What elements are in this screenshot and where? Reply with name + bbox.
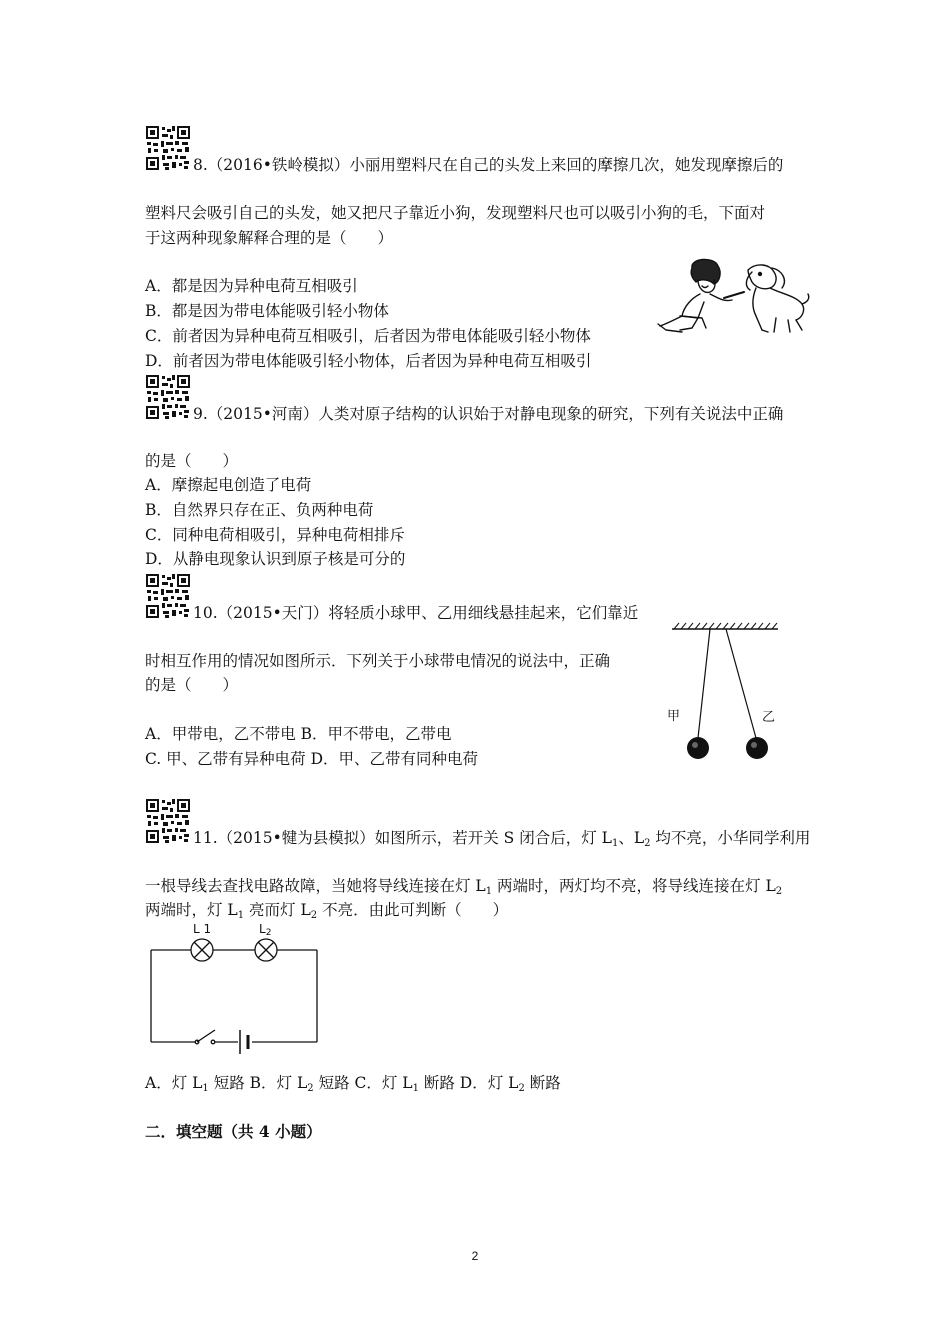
page-number: 2: [471, 1249, 479, 1263]
hanging-balls-figure: [662, 620, 787, 765]
q8-stem-line-3: 于这两种现象解释合理的是（ ）: [145, 229, 394, 247]
q8-option-b: B．都是因为带电体能吸引轻小物体: [145, 302, 389, 320]
q10-stem-line-3: 的是（ ）: [145, 676, 239, 694]
circuit-diagram: [145, 920, 325, 1060]
qr-code-icon: [145, 798, 191, 844]
q10-options-row-1: A．甲带电，乙不带电 B．甲不带电，乙带电: [145, 725, 452, 743]
label-jia: 甲: [667, 709, 681, 724]
q9-option-a: A．摩擦起电创造了电荷: [145, 476, 312, 494]
q8-option-a: A．都是因为异种电荷互相吸引: [145, 277, 358, 295]
lamp-l2-label: L2: [259, 922, 272, 938]
q9-stem-line-2: 的是（ ）: [145, 452, 239, 470]
q11-stem-line-2: 一根导线去查找电路故障，当她将导线连接在灯 $L_1$ 两端时，两灯均不亮，将导线连接在灯 $L_2$: [145, 877, 783, 897]
section-2-heading: 二．填空题（共 4 小题）: [145, 1122, 322, 1141]
q8-option-d: D．前者因为带电体能吸引轻小物体，后者因为异种电荷互相吸引: [145, 352, 592, 370]
girl-and-dog-illustration: [652, 258, 812, 336]
q8-option-c: C．前者因为异种电荷互相吸引，后者因为带电体能吸引轻小物体: [145, 327, 591, 345]
q11-stem-line-1: 11.（2015•犍为县模拟）如图所示，若开关 S 闭合后，灯 $L_1$、$L_2$ 均不亮，小华同学利用: [193, 829, 811, 849]
label-yi: 乙: [762, 710, 776, 725]
qr-code-icon: [145, 125, 191, 171]
q10-stem-line-1: 10.（2015•天门）将轻质小球甲、乙用细线悬挂起来，它们靠近: [193, 604, 639, 622]
q9-option-c: C．同种电荷相吸引，异种电荷相排斥: [145, 526, 405, 544]
q9-stem-line-1: 9.（2015•河南）人类对原子结构的认识始于对静电现象的研究，下列有关说法中正确: [193, 405, 784, 423]
qr-code-icon: [145, 573, 191, 619]
q9-option-d: D．从静电现象认识到原子核是可分的: [145, 550, 406, 568]
q9-option-b: B．自然界只存在正、负两种电荷: [145, 501, 374, 519]
qr-code-icon: [145, 374, 191, 420]
q8-stem-line-1: 8.（2016•铁岭模拟）小丽用塑料尺在自己的头发上来回的摩擦几次，她发现摩擦后的: [193, 156, 784, 174]
q11-stem-line-3: 两端时，灯 $L_1$ 亮而灯 $L_2$ 不亮．由此可判断（ ）: [145, 901, 509, 921]
lamp-l1-label: L 1: [193, 922, 212, 936]
q10-options-row-2: C. 甲、乙带有异种电荷 D．甲、乙带有同种电荷: [145, 750, 479, 768]
q11-options: A．灯 $L_1$ 短路 B．灯 $L_2$ 短路 C．灯 $L_1$ 断路 D．灯 $L_2$ 断路: [145, 1074, 561, 1094]
q8-stem-line-2: 塑料尺会吸引自己的头发，她又把尺子靠近小狗，发现塑料尺也可以吸引小狗的毛，下面对: [145, 204, 766, 222]
q10-stem-line-2: 时相互作用的情况如图所示．下列关于小球带电情况的说法中，正确: [145, 652, 611, 670]
